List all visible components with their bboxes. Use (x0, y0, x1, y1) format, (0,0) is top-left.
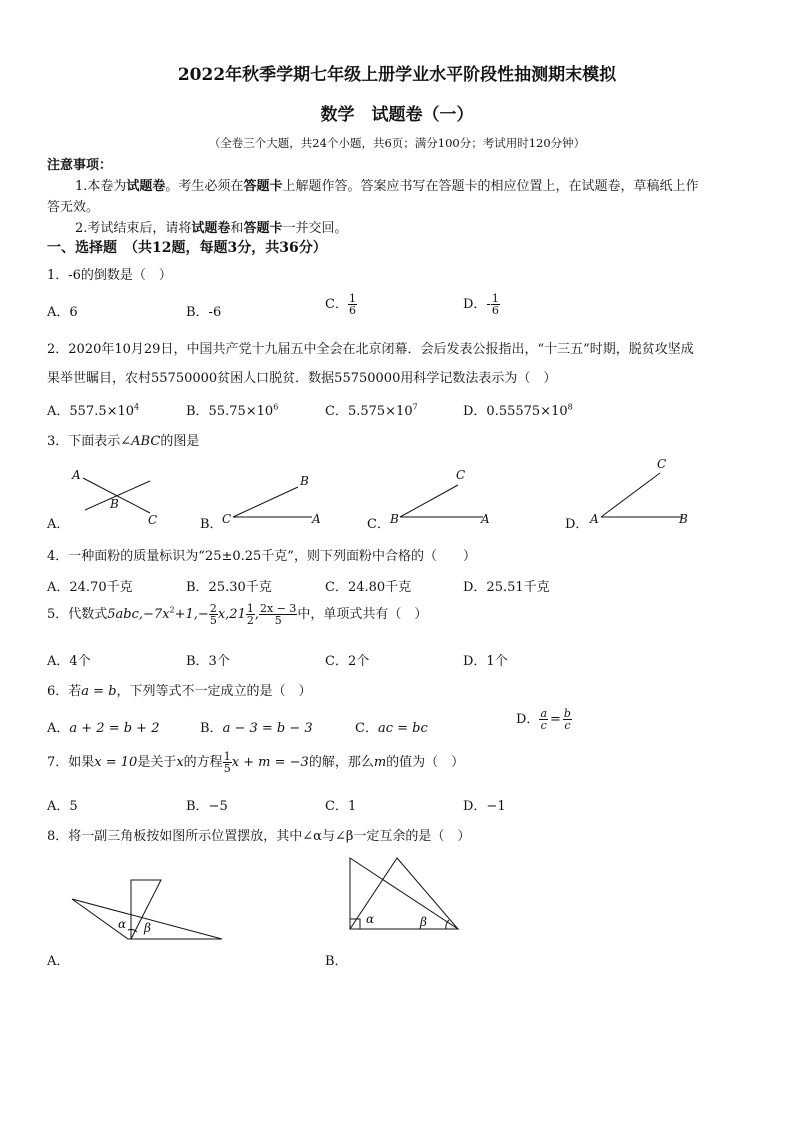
numerator: 1 (223, 750, 231, 763)
option-label: B． (200, 721, 223, 736)
notice-item-1 (75, 175, 698, 194)
q2-option-d (463, 400, 573, 419)
notice-bold: 答题卡 (243, 179, 283, 194)
q4-option-c: C．24.80千克 (325, 580, 412, 595)
notice-bold: 答题卡 (243, 221, 283, 236)
expression: ac = bc (377, 721, 428, 736)
alpha-label: α (118, 917, 127, 931)
numerator: 2x − 3 (260, 602, 297, 615)
q6-option-d (516, 708, 572, 731)
q3-option-b: B． (200, 517, 223, 532)
expression: a − 3 = b − 3 (222, 721, 313, 736)
denominator: 6 (491, 304, 499, 317)
point-label: B (390, 512, 399, 526)
expression: m (373, 755, 387, 770)
exam-title: 2022年秋季学期七年级上册学业水平阶段性抽测期末模拟 (177, 65, 617, 85)
q7-option-a: A．5 (47, 799, 78, 814)
denominator: 5 (209, 614, 217, 627)
notice-text: 1.本卷为 (75, 179, 127, 194)
fraction (246, 603, 255, 626)
beta-label: β (420, 915, 427, 929)
stem-text: ，下列等式不一定成立的是（ ） (116, 684, 312, 699)
q1-option-c (325, 293, 357, 316)
fraction (539, 708, 548, 731)
notice-text: 上解题作答。答案应书写在答题卡的相应位置上，在试题卷，草稿纸上作 (282, 179, 699, 194)
option-text: D．0.55575×10 (463, 404, 568, 419)
section-heading: 一、选择题 （共12题，每题3分，共36分） (47, 240, 327, 256)
exponent: 4 (134, 402, 140, 412)
notice-item-2 (75, 217, 347, 236)
denominator: c (540, 719, 547, 732)
q6-option-a (47, 717, 159, 736)
expression: x = 10 (94, 755, 138, 770)
q8-figure-b (350, 858, 458, 929)
stem-text: 的值为（ ） (386, 755, 465, 770)
alpha-label: α (366, 912, 375, 926)
q3-figure-c (389, 468, 490, 526)
notice-heading: 注意事项： (47, 158, 113, 173)
q8-figure-a (72, 880, 222, 939)
numerator: 1 (246, 602, 254, 615)
fraction (491, 293, 500, 316)
option-label: C． (325, 297, 348, 312)
option-label: D． (516, 712, 540, 727)
expression: a + 2 = b + 2 (69, 721, 160, 736)
stem-text: 的解，那么 (308, 755, 374, 770)
fraction (348, 293, 357, 316)
stem-text: 3．下面表示∠ (47, 434, 132, 449)
q4-option-a: A．24.70千克 (47, 580, 133, 595)
ray (233, 487, 298, 517)
fraction (259, 603, 297, 626)
denominator: 5 (274, 614, 282, 627)
point-label: B (110, 497, 119, 511)
exponent: 2 (169, 605, 175, 615)
q7-option-b: B．−5 (186, 799, 228, 814)
exam-subject: 数学 试题卷（一） (320, 105, 474, 125)
numerator: b (563, 707, 571, 720)
stem-text: 7．如果 (47, 755, 95, 770)
notice-bold: 试题卷 (126, 179, 166, 194)
q5-option-b: B．3个 (186, 654, 230, 669)
q8-option-a: A． (47, 954, 70, 969)
option-label: A． (47, 721, 70, 736)
fraction (223, 751, 232, 774)
point-label: C (222, 512, 232, 526)
option-text: C．5.575×10 (325, 404, 413, 419)
point-label: C (657, 457, 667, 471)
option-label: C． (355, 721, 378, 736)
numerator: a (540, 707, 547, 720)
expression: , (254, 607, 259, 622)
q6-option-b (200, 717, 313, 736)
expression: x + m = −3 (231, 755, 309, 770)
denominator: 6 (348, 304, 356, 317)
exponent: 6 (273, 402, 279, 412)
stem-text: 的方程 (183, 755, 223, 770)
q8-option-b: B． (325, 954, 348, 969)
expression: a = b (81, 684, 117, 699)
q7-option-d: D．−1 (463, 799, 506, 814)
fraction (209, 603, 218, 626)
exponent: 7 (412, 402, 418, 412)
exam-info: （全卷三个大题，共24个小题，共6页；满分100分；考试用时120分钟） (208, 136, 586, 150)
notice-item-1-cont: 答无效。 (47, 200, 100, 215)
q3-figure-d (589, 457, 688, 526)
point-label: B (300, 474, 309, 488)
equals-sign: = (550, 712, 561, 727)
q2-option-a (47, 400, 139, 419)
q5-option-a: A．4个 (47, 654, 91, 669)
point-label: A (590, 512, 599, 526)
q4-stem: 4．一种面粉的质量标识为“25±0.25千克”，则下列面粉中合格的（ ） (47, 549, 476, 564)
ray (601, 473, 660, 517)
denominator: 2 (246, 614, 254, 627)
q3-option-d: D． (565, 517, 589, 532)
q8-figures (0, 850, 794, 950)
q3-figure-b (222, 474, 321, 526)
option-text: B．55.75×10 (186, 404, 274, 419)
q1-option-a: A．6 (47, 305, 78, 320)
q1-option-b: B．-6 (186, 305, 222, 320)
q4-option-b: B．25.30千克 (186, 580, 272, 595)
point-label: C (148, 513, 158, 527)
point-label: A (72, 468, 81, 482)
numerator: 1 (491, 292, 499, 305)
option-label: D．- (463, 297, 491, 312)
expression: +1,− (174, 607, 209, 622)
angle-name: ABC (131, 434, 161, 449)
q5-stem (47, 603, 427, 626)
fraction (563, 708, 572, 731)
stem-text: 中，单项式共有（ ） (297, 607, 428, 622)
denominator: 5 (223, 762, 231, 775)
stem-text: 是关于 (137, 755, 177, 770)
notice-text: 。考生必须在 (165, 179, 244, 194)
q3-figure-a (71, 468, 157, 527)
q2-stem-line2: 果举世瞩目，农村55750000贫困人口脱贫．数据55750000用科学记数法表示为（ ） (47, 371, 557, 386)
exponent: 8 (567, 402, 573, 412)
q2-stem-line1: 2．2020年10月29日，中国共产党十九届五中全会在北京闭幕．会后发表公报指出，“十三五”时期，脱贫攻坚成 (47, 342, 694, 357)
ray (400, 485, 458, 517)
q6-stem (47, 680, 312, 699)
q5-option-d: D．1个 (463, 654, 508, 669)
q2-option-c (325, 400, 418, 419)
stem-text: 5．代数式 (47, 607, 108, 622)
q8-stem: 8．将一副三角板按如图所示位置摆放，其中∠α与∠β一定互余的是（ ） (47, 829, 471, 844)
numerator: 2 (209, 602, 217, 615)
stem-text: 6．若 (47, 684, 82, 699)
expression: x,21 (217, 607, 246, 622)
expression: x (176, 755, 184, 770)
stem-text: 的图是 (160, 434, 200, 449)
q1-stem: 1．-6的倒数是（ ） (47, 268, 172, 283)
q3-option-c: C． (367, 517, 390, 532)
q4-option-d: D．25.51千克 (463, 580, 550, 595)
numerator: 1 (348, 292, 356, 305)
beta-label: β (144, 921, 151, 935)
point-label: A (312, 512, 321, 526)
q2-option-b (186, 400, 278, 419)
notice-text: 2.考试结束后，请将 (75, 221, 192, 236)
q3-figures (0, 455, 794, 535)
notice-bold: 试题卷 (191, 221, 231, 236)
point-label: C (456, 468, 466, 482)
q3-stem (47, 430, 199, 449)
expression: 5abc,−7x (107, 607, 170, 622)
denominator: c (564, 719, 571, 732)
q5-option-c: C．2个 (325, 654, 370, 669)
point-label: B (679, 512, 688, 526)
q6-option-c (355, 717, 428, 736)
option-text: A．557.5×10 (47, 404, 135, 419)
notice-text: 和 (230, 221, 244, 236)
q3-option-a: A． (47, 517, 70, 532)
notice-text: 一并交回。 (282, 221, 348, 236)
q7-stem (47, 751, 464, 774)
point-label: A (481, 512, 490, 526)
q7-option-c: C．1 (325, 799, 357, 814)
q1-option-d (463, 293, 500, 316)
